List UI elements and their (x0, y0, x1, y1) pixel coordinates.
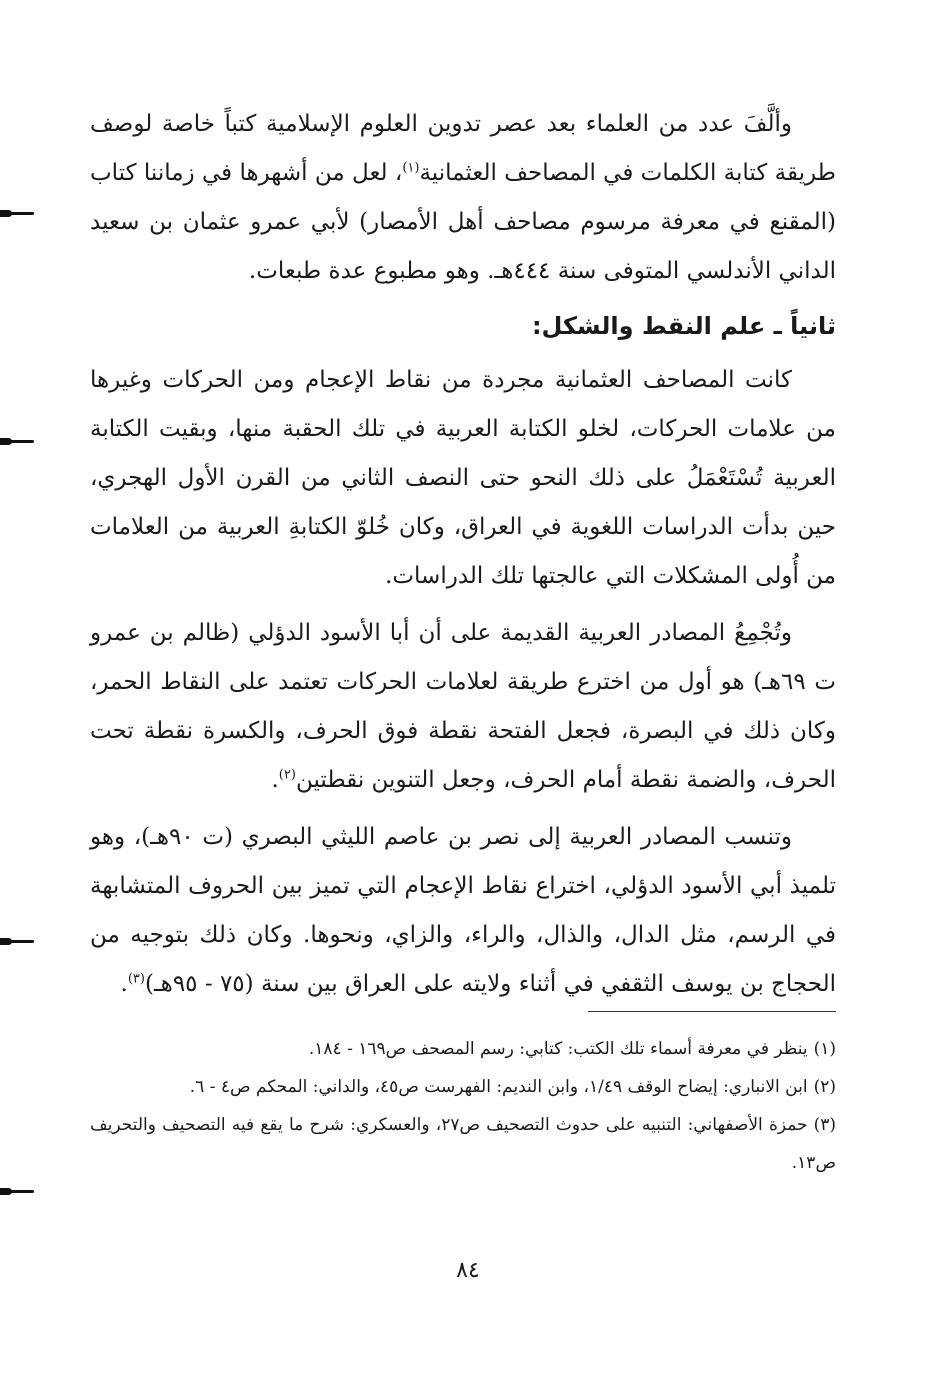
footnotes (90, 1030, 836, 1182)
footnote-item (90, 1030, 836, 1068)
footnote-item (90, 1106, 836, 1182)
margin-mark (0, 940, 34, 943)
margin-mark (0, 212, 34, 215)
footnote-number: (٣) (813, 1115, 836, 1135)
paragraph-3 (90, 609, 836, 805)
footnote-ref-2: (٢) (278, 767, 296, 783)
footnote-ref-1: (١) (402, 160, 420, 176)
page-body (90, 100, 836, 1009)
paragraph-1-tail: ، لعل من أشهرها في زماننا كتاب (المقنع في معرفة مرسوم مصاحف أهل الأمصار) لأبي عمرو عثمان بن سعيد الداني الأندلسي المتوفى سنة ٤٤٤هـ. وهو مطبوع عدة طبعات. (90, 160, 836, 284)
paragraph-4 (90, 813, 836, 1009)
footnote-text: ينظر في معرفة أسماء تلك الكتب: كتابي: رسم المصحف ص١٦٩ - ١٨٤. (308, 1039, 808, 1059)
paragraph-3-text: وتُجْمِعُ المصادر العربية القديمة على أن أبا الأسود الدؤلي (ظالم بن عمرو ت ٦٩هـ) هو أول من اخترع طريقة لعلامات الحركات تعتمد على النقاط الحمر، وكان ذلك في البصرة، فجعل الفتحة نقطة فوق الحرف، والكسرة نقطة تحت الحرف، والضمة نقطة أمام الحرف، وجعل التنوين نقطتين (90, 620, 836, 793)
section-heading: ثانياً ـ علم النقط والشكل: (531, 312, 836, 340)
paragraph-1 (90, 100, 836, 296)
paragraph-3-tail: . (271, 767, 279, 793)
paragraph-2-text: كانت المصاحف العثمانية مجردة من نقاط الإعجام ومن الحركات وغيرها من علامات الحركات، لخلو الكتابة العربية في تلك الحقبة منها، وبقيت الكتابة العربية تُسْتَعْمَلُ على ذلك النحو حتى النصف الثاني من القرن الأول الهجري، حين بدأت الدراسات اللغوية في العراق، وكان خُلوّ الكتابةِ العربية من العلامات من أُولى المشكلات التي عالجتها تلك الدراسات. (90, 367, 836, 589)
footnote-number: (٢) (813, 1077, 836, 1097)
footnote-number: (١) (813, 1039, 836, 1059)
paragraph-4-tail: . (120, 971, 128, 997)
paragraph-1-text: وألَّفَ عدد من العلماء بعد عصر تدوين العلوم الإسلامية كتباً خاصة لوصف طريقة كتابة الكلمات في المصاحف العثمانية (90, 111, 836, 186)
footnote-separator (588, 1011, 836, 1012)
margin-mark (0, 1190, 34, 1193)
footnote-text: حمزة الأصفهاني: التنبيه على حدوث التصحيف ص٢٧، والعسكري: شرح ما يقع فيه التصحيف والتحريف ص١٣. (90, 1115, 836, 1173)
footnote-item (90, 1068, 836, 1106)
paragraph-2 (90, 356, 836, 601)
margin-mark (0, 440, 34, 443)
page-number: ٨٤ (456, 1258, 480, 1283)
footnote-ref-3: (٣) (127, 971, 145, 987)
paragraph-4-text: وتنسب المصادر العربية إلى نصر بن عاصم الليثي البصري (ت ٩٠هـ)، وهو تلميذ أبي الأسود الدؤلي، اختراع نقاط الإعجام التي تميز بين الحروف المتشابهة في الرسم، مثل الدال، والذال، والراء، والزاي، ونحوها. وكان ذلك بتوجيه من الحجاج بن يوسف الثقفي في أثناء ولايته على العراق بين سنة (٧٥ - ٩٥هـ) (90, 824, 836, 997)
footnote-text: ابن الانباري: إيضاح الوقف ١/٤٩، وابن النديم: الفهرست ص٤٥، والداني: المحكم ص٤ - ٦. (189, 1077, 808, 1097)
